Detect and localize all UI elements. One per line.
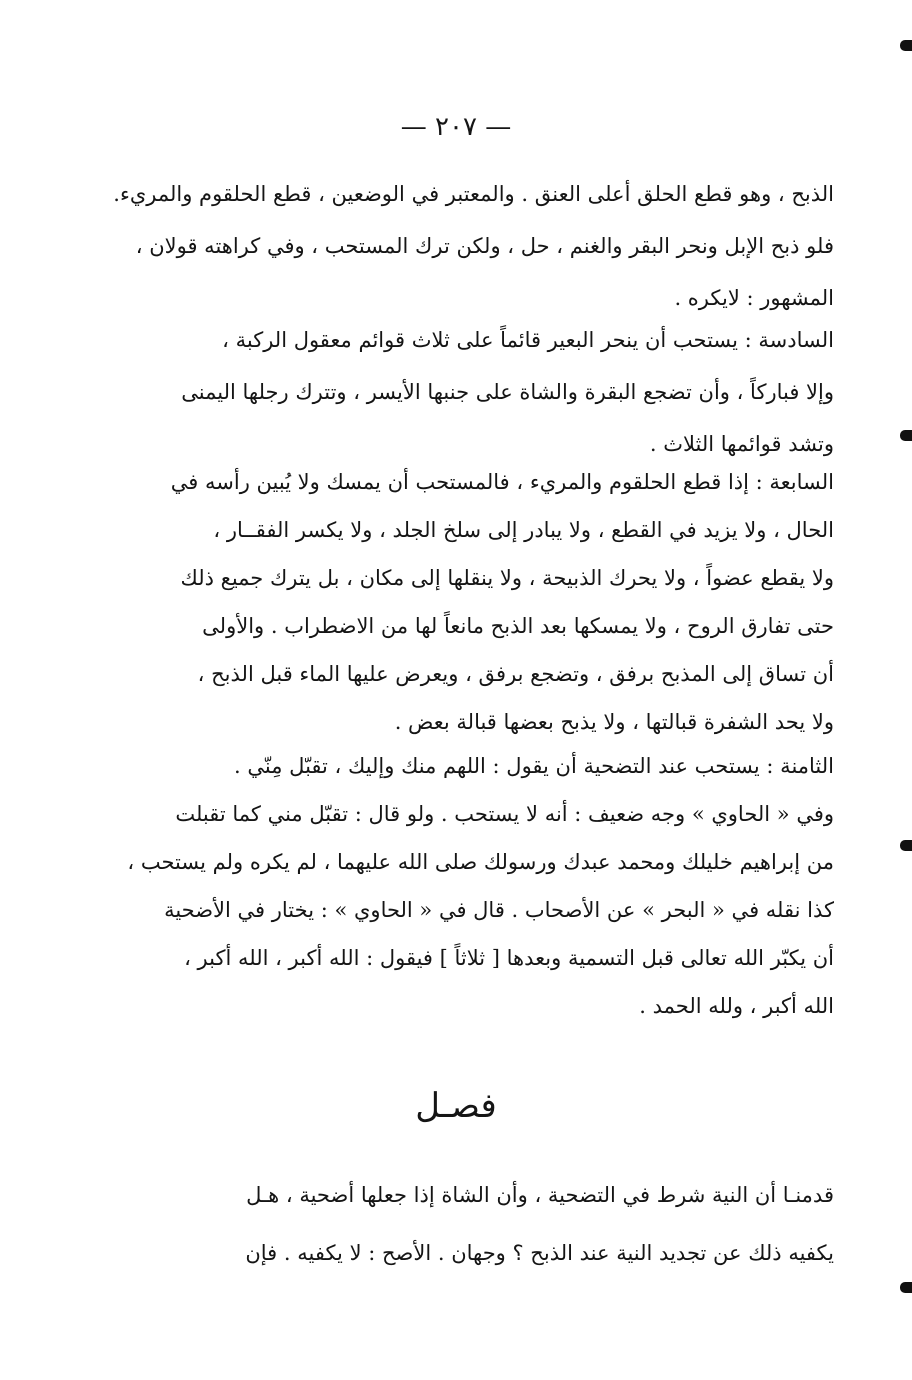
text-line: وفي « الحاوي » وجه ضعيف : أنه لا يستحب . ولو قال : تقبّل مني كما تقبلت — [175, 802, 834, 826]
text-line: يكفيه ذلك عن تجديد النية عند الذبح ؟ وجهان . الأصح : لا يكفيه . فإن — [245, 1241, 834, 1265]
paragraph-seventh — [112, 458, 834, 746]
text-line: أن تساق إلى المذبح برفق ، وتضجع برفق ، ويعرض عليها الماء قبل الذبح ، — [197, 662, 834, 686]
text-line: الذبح ، وهو قطع الحلق أعلى العنق . والمعتبر في الوضعين ، قطع الحلقوم والمريء. — [113, 182, 834, 206]
text-line: كذا نقله في « البحر » عن الأصحاب . قال في « الحاوي » : يختار في الأضحية — [164, 898, 834, 922]
text-line: المشهور : لايكره . — [674, 286, 834, 310]
text-line: وتشد قوائمها الثلاث . — [649, 432, 834, 456]
page-number: — ٢٠٧ — — [400, 112, 512, 142]
text-line: قدمنـا أن النية شرط في التضحية ، وأن الشاة إذا جعلها أضحية ، هـل — [246, 1183, 834, 1207]
text-line: فلو ذبح الإبل ونحر البقر والغنم ، حل ، ولكن ترك المستحب ، وفي كراهته قولان ، — [135, 234, 834, 258]
paragraph-slaughter-definition — [112, 168, 834, 324]
binding-mark-icon — [900, 1282, 912, 1293]
text-line: أن يكبّر الله تعالى قبل التسمية وبعدها [ ثلاثاً ] فيقول : الله أكبر ، الله أكبر ، — [184, 946, 834, 970]
binding-mark-icon — [900, 430, 912, 441]
text-line: ولا يحد الشفرة قبالتها ، ولا يذبح بعضها قبالة بعض . — [394, 710, 834, 734]
text-line: الثامنة : يستحب عند التضحية أن يقول : اللهم منك وإليك ، تقبّل مِنّي . — [234, 754, 834, 778]
text-line: السابعة : إذا قطع الحلقوم والمريء ، فالمستحب أن يمسك ولا يُبين رأسه في — [170, 470, 834, 494]
text-line: حتى تفارق الروح ، ولا يمسكها بعد الذبح مانعاً لها من الاضطراب . والأولى — [202, 614, 834, 638]
text-line: ولا يقطع عضواً ، ولا يحرك الذبيحة ، ولا ينقلها إلى مكان ، بل يترك جميع ذلك — [180, 566, 834, 590]
binding-mark-icon — [900, 840, 912, 851]
text-line: من إبراهيم خليلك ومحمد عبدك ورسولك صلى الله عليهما ، لم يكره ولم يستحب ، — [127, 850, 834, 874]
text-line: الله أكبر ، ولله الحمد . — [639, 994, 834, 1018]
section-heading: فصـل — [415, 1086, 497, 1126]
paragraph-intention — [112, 1166, 834, 1282]
paragraph-sixth — [112, 314, 834, 470]
text-line: الحال ، ولا يزيد في القطع ، ولا يبادر إلى سلخ الجلد ، ولا يكسر الفقــار ، — [213, 518, 834, 542]
text-line: السادسة : يستحب أن ينحر البعير قائماً على ثلاث قوائم معقول الركبة ، — [222, 328, 834, 352]
paragraph-eighth — [112, 742, 834, 1030]
text-line: وإلا فباركاً ، وأن تضجع البقرة والشاة على جنبها الأيسر ، وتترك رجلها اليمنى — [181, 380, 834, 404]
binding-mark-icon — [900, 40, 912, 51]
